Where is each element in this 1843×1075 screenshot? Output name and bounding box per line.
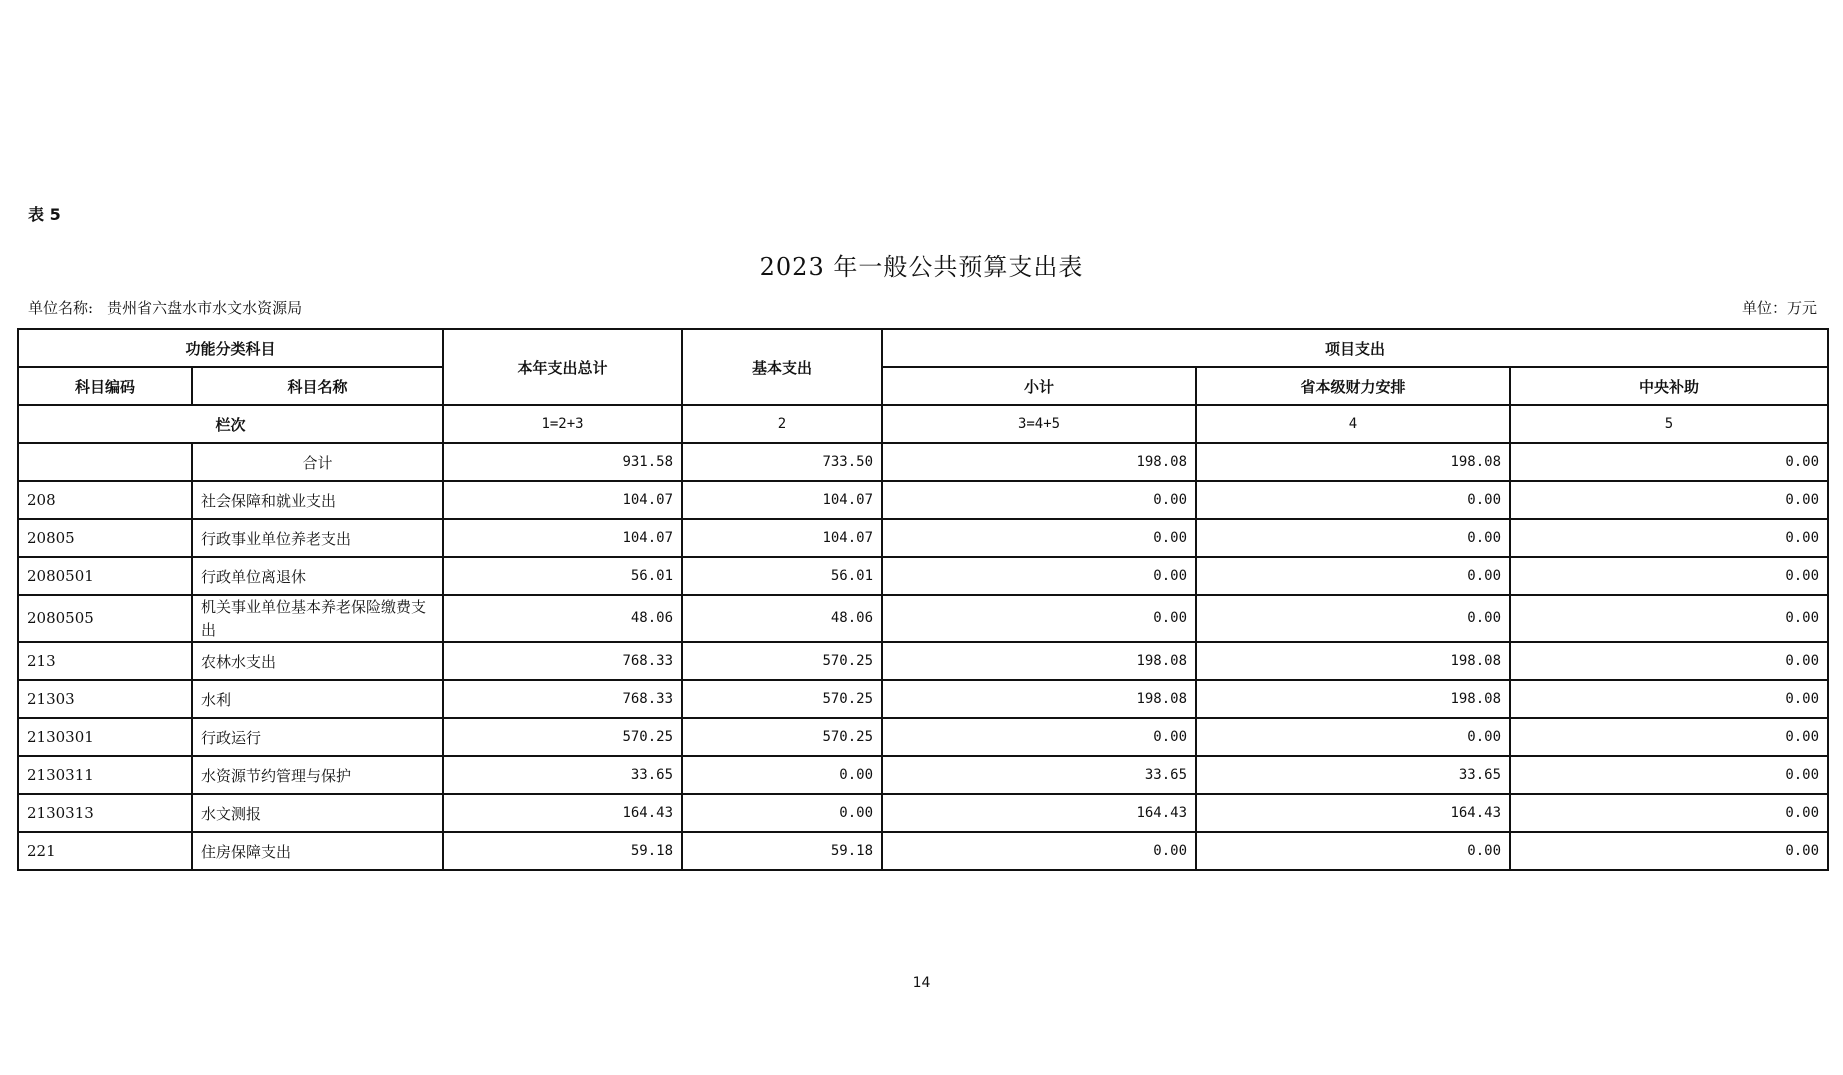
row-total: 768.33 <box>443 642 682 680</box>
row-code: 21303 <box>18 680 192 718</box>
row-central: 0.00 <box>1510 680 1828 718</box>
row-provincial: 33.65 <box>1196 756 1510 794</box>
row-basic: 104.07 <box>682 481 882 519</box>
row-provincial: 0.00 <box>1196 481 1510 519</box>
row-name: 行政运行 <box>192 718 443 756</box>
row-total: 104.07 <box>443 519 682 557</box>
index-basic: 2 <box>682 405 882 443</box>
row-name: 农林水支出 <box>192 642 443 680</box>
table-row <box>18 794 1828 832</box>
row-basic: 570.25 <box>682 718 882 756</box>
header-subtotal: 小计 <box>882 367 1196 405</box>
index-total: 1=2+3 <box>443 405 682 443</box>
row-subtotal: 0.00 <box>882 595 1196 642</box>
row-central: 0.00 <box>1510 557 1828 595</box>
row-provincial: 164.43 <box>1196 794 1510 832</box>
header-function-classification: 功能分类科目 <box>18 329 443 367</box>
row-provincial: 198.08 <box>1196 443 1510 481</box>
header-subject-code: 科目编码 <box>18 367 192 405</box>
row-subtotal: 0.00 <box>882 832 1196 870</box>
row-subtotal: 0.00 <box>882 557 1196 595</box>
row-basic: 570.25 <box>682 642 882 680</box>
row-code: 213 <box>18 642 192 680</box>
table-row <box>18 756 1828 794</box>
row-total: 33.65 <box>443 756 682 794</box>
row-code: 2130301 <box>18 718 192 756</box>
row-subtotal: 0.00 <box>882 481 1196 519</box>
row-total: 48.06 <box>443 595 682 642</box>
header-total-expenditure: 本年支出总计 <box>443 329 682 405</box>
row-basic: 0.00 <box>682 794 882 832</box>
row-name: 水利 <box>192 680 443 718</box>
table-row <box>18 718 1828 756</box>
table-row <box>18 642 1828 680</box>
row-total: 56.01 <box>443 557 682 595</box>
page-title: 2023 年一般公共预算支出表 <box>759 253 1084 281</box>
row-subtotal: 198.08 <box>882 642 1196 680</box>
row-central: 0.00 <box>1510 443 1828 481</box>
row-code: 221 <box>18 832 192 870</box>
row-code: 2130311 <box>18 756 192 794</box>
row-name: 社会保障和就业支出 <box>192 481 443 519</box>
row-code: 2080501 <box>18 557 192 595</box>
row-total: 768.33 <box>443 680 682 718</box>
budget-expenditure-table <box>17 328 1829 871</box>
row-central: 0.00 <box>1510 718 1828 756</box>
row-subtotal: 33.65 <box>882 756 1196 794</box>
row-central: 0.00 <box>1510 756 1828 794</box>
row-provincial: 0.00 <box>1196 718 1510 756</box>
row-central: 0.00 <box>1510 595 1828 642</box>
row-central: 0.00 <box>1510 794 1828 832</box>
row-central: 0.00 <box>1510 481 1828 519</box>
table-row <box>18 519 1828 557</box>
row-subtotal: 164.43 <box>882 794 1196 832</box>
row-code: 20805 <box>18 519 192 557</box>
row-name: 住房保障支出 <box>192 832 443 870</box>
row-provincial: 198.08 <box>1196 642 1510 680</box>
row-subtotal: 198.08 <box>882 443 1196 481</box>
row-basic: 56.01 <box>682 557 882 595</box>
row-subtotal: 0.00 <box>882 519 1196 557</box>
header-subject-name: 科目名称 <box>192 367 443 405</box>
unit-name-label: 单位名称: <box>28 299 94 317</box>
index-subtotal: 3=4+5 <box>882 405 1196 443</box>
table-row <box>18 557 1828 595</box>
header-project-expenditure: 项目支出 <box>882 329 1828 367</box>
index-row <box>18 405 1828 443</box>
unit-name-value: 贵州省六盘水市水文水资源局 <box>107 299 303 317</box>
header-central-subsidy: 中央补助 <box>1510 367 1828 405</box>
header-basic-expenditure: 基本支出 <box>682 329 882 405</box>
row-code: 2080505 <box>18 595 192 642</box>
index-label: 栏次 <box>18 405 443 443</box>
index-provincial: 4 <box>1196 405 1510 443</box>
row-basic: 733.50 <box>682 443 882 481</box>
row-total: 931.58 <box>443 443 682 481</box>
row-provincial: 198.08 <box>1196 680 1510 718</box>
row-subtotal: 198.08 <box>882 680 1196 718</box>
row-name: 水文测报 <box>192 794 443 832</box>
table-row <box>18 595 1828 642</box>
row-provincial: 0.00 <box>1196 519 1510 557</box>
row-total: 570.25 <box>443 718 682 756</box>
table-row-total <box>18 443 1828 481</box>
row-provincial: 0.00 <box>1196 832 1510 870</box>
row-basic: 104.07 <box>682 519 882 557</box>
row-name: 行政单位离退休 <box>192 557 443 595</box>
row-basic: 48.06 <box>682 595 882 642</box>
row-basic: 0.00 <box>682 756 882 794</box>
row-total: 164.43 <box>443 794 682 832</box>
row-central: 0.00 <box>1510 832 1828 870</box>
table-row <box>18 832 1828 870</box>
index-central: 5 <box>1510 405 1828 443</box>
row-basic: 59.18 <box>682 832 882 870</box>
row-name: 水资源节约管理与保护 <box>192 756 443 794</box>
row-central: 0.00 <box>1510 519 1828 557</box>
row-subtotal: 0.00 <box>882 718 1196 756</box>
row-code <box>18 443 192 481</box>
row-code: 2130313 <box>18 794 192 832</box>
header-provincial-funding: 省本级财力安排 <box>1196 367 1510 405</box>
row-basic: 570.25 <box>682 680 882 718</box>
header-row-2 <box>18 367 1828 405</box>
row-code: 208 <box>18 481 192 519</box>
table-number: 表 5 <box>28 205 61 224</box>
row-name: 机关事业单位基本养老保险缴费支出 <box>192 595 443 642</box>
row-provincial: 0.00 <box>1196 557 1510 595</box>
currency-unit: 单位：万元 <box>1741 299 1817 317</box>
row-central: 0.00 <box>1510 642 1828 680</box>
row-name: 合计 <box>192 443 443 481</box>
row-provincial: 0.00 <box>1196 595 1510 642</box>
row-total: 104.07 <box>443 481 682 519</box>
row-total: 59.18 <box>443 832 682 870</box>
row-name: 行政事业单位养老支出 <box>192 519 443 557</box>
unit-name-line <box>28 297 302 318</box>
table-row <box>18 680 1828 718</box>
header-row-1 <box>18 329 1828 367</box>
page-number: 14 <box>912 975 931 991</box>
table-row <box>18 481 1828 519</box>
